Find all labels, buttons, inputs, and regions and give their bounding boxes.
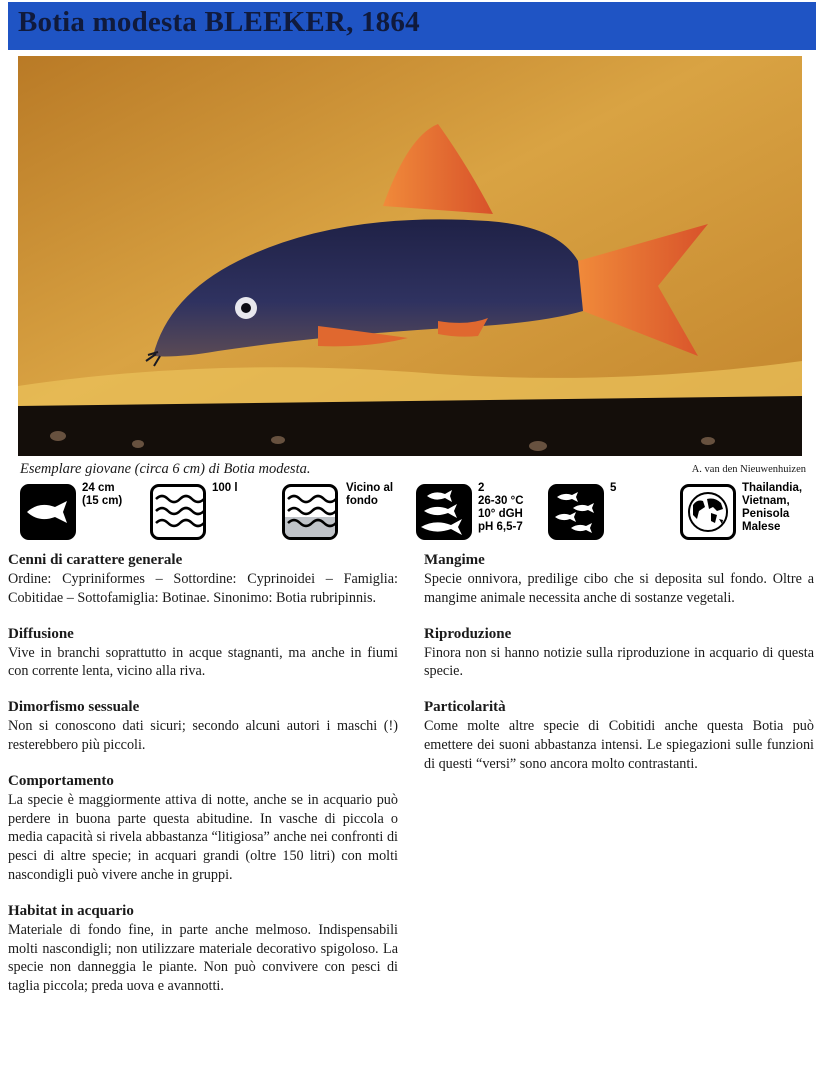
specs-row — [0, 480, 826, 542]
section-heading: Cenni di carattere generale — [8, 552, 183, 568]
world-globe-icon — [680, 484, 736, 540]
photo-caption: Esemplare giovane (circa 6 cm) di Botia modesta. — [20, 461, 311, 477]
section-dimorfismo — [8, 699, 398, 755]
section-text: Ordine: Cypriniformes – Sottordine: Cyprinoidei – Famiglia: Cobitidae – Sottofamiglia: Botinae. Sinonimo: Botia rubripinnis. — [8, 571, 398, 606]
section-heading: Riproduzione — [424, 625, 512, 642]
section-cenni — [8, 552, 398, 608]
section-heading: Comportamento — [8, 772, 114, 789]
left-column — [8, 552, 398, 1014]
size-value: 24 cm (15 cm) — [82, 482, 123, 507]
section-mangime — [424, 552, 814, 608]
zone-value: Vicino al fondo — [346, 482, 394, 507]
section-heading: Habitat in acquario — [8, 902, 134, 919]
section-text: Specie onnivora, predilige cibo che si deposita sul fondo. Oltre a mangime animale necessita anche di sostanze vegetali. — [424, 571, 814, 606]
fish-size-icon — [20, 484, 76, 540]
section-text: La specie è maggiormente attiva di notte, anche se in acquario può perdere in buona parte questa abitudine. In vasche di piccola o media capacità si rivela abbastanza “litigiosa” anche nei confronti di pesci di altre specie; in acquari grandi (oltre 150 litri) con molti nascondigli può vivere anche in gruppi. — [8, 791, 398, 883]
water-values: 2 26-30 °C 10° dGH pH 6,5-7 — [478, 482, 524, 533]
section-comportamento — [8, 773, 398, 885]
section-habitat — [8, 903, 398, 996]
fish-photo — [18, 56, 802, 456]
section-text: Non si conoscono dati sicuri; secondo alcuni autori i maschi (!) resterebbero più piccoli. — [8, 718, 398, 753]
section-text: Materiale di fondo fine, in parte anche melmoso. Indispensabili molti nascondigli; non utilizzare materiale decorativo spigoloso. La specie non danneggia le piante. Non può convivere con pesci di taglia piccola; preda uova e avannotti. — [8, 921, 398, 995]
section-text: Vive in branchi soprattutto in acque stagnanti, ma anche in fiumi con corrente lenta, vicino alla riva. — [8, 644, 398, 680]
section-heading: Dimorfismo sessuale — [8, 699, 140, 716]
section-diffusione — [8, 626, 398, 682]
right-column — [424, 552, 814, 792]
section-heading: Particolarità — [424, 699, 506, 716]
water-parameters-fish-icon — [416, 484, 472, 540]
aquarium-volume-icon — [150, 484, 206, 540]
difficulty-value: 5 — [610, 482, 617, 494]
difficulty-fish-group-icon — [548, 484, 604, 540]
page-title: Botia modesta BLEEKER, 1864 — [18, 6, 420, 38]
photo-credit: A. van den Nieuwenhuizen — [691, 464, 806, 475]
section-particolarita — [424, 699, 814, 773]
section-heading: Mangime — [424, 552, 485, 568]
section-riproduzione — [424, 626, 814, 682]
swimming-zone-icon — [282, 484, 338, 540]
distribution-value: Thailandia, Vietnam, Penisola Malese — [742, 482, 803, 533]
section-text: Finora non si hanno notizie sulla riproduzione in acquario di questa specie. — [424, 644, 814, 680]
volume-value: 100 l — [212, 482, 238, 494]
section-text: Come molte altre specie di Cobitidi anche questa Botia può emettere dei suoni abbastanza intensi. Le spiegazioni sulle funzioni di questi “versi” sono ancora molto contrastanti. — [424, 718, 814, 772]
title-banner — [8, 2, 816, 50]
section-heading: Diffusione — [8, 625, 74, 642]
